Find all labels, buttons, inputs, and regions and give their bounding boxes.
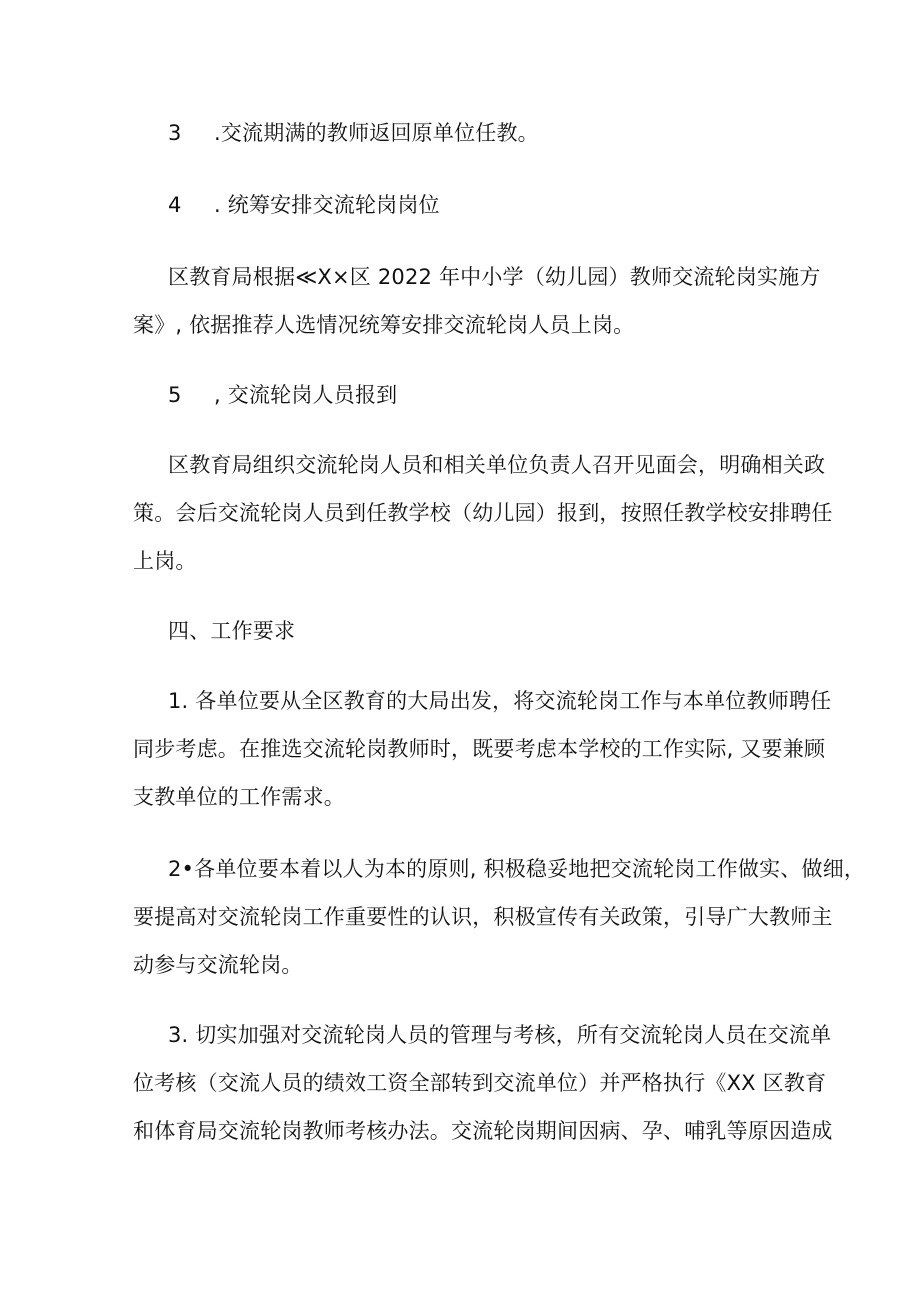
req-3-line-1: 3. 切实加强对交流轮岗人员的管理与考核，所有交流轮岗人员在交流单 (168, 1023, 832, 1047)
para-1-line-1: 区教育局根据≪X×区 2022 年中小学（幼儿园）教师交流轮岗实施方 (168, 265, 821, 289)
req-1-line-3: 支教单位的工作需求。 (133, 785, 345, 809)
item-3-text: .交流期满的教师返回原单位任教。 (214, 121, 539, 145)
item-4-text: . 统筹安排交流轮岗岗位 (214, 193, 440, 217)
req-3-line-3: 和体育局交流轮岗教师考核办法。交流轮岗期间因病、孕、哺乳等原因造成 (133, 1119, 833, 1143)
item-3-number: 3 (168, 121, 182, 145)
para-2-line-2: 策。会后交流轮岗人员到任教学校（幼儿园）报到，按照任教学校安排聘任 (133, 501, 833, 525)
req-1-line-2: 同步考虑。在推选交流轮岗教师时，既要考虑本学校的工作实际, 又要兼顾 (133, 737, 826, 761)
para-2-line-1: 区教育局组织交流轮岗人员和相关单位负责人召开见面会，明确相关政 (168, 453, 826, 477)
req-2-line-2: 要提高对交流轮岗工作重要性的认识，积极宣传有关政策，引导广大教师主 (133, 905, 833, 929)
req-2-line-1: 2•各单位要本着以人为本的原则, 积极稳妥地把交流轮岗工作做实、做细， (168, 857, 866, 881)
req-1-line-1: 1. 各单位要从全区教育的大局出发，将交流轮岗工作与本单位教师聘任 (168, 689, 832, 713)
item-5-text: , 交流轮岗人员报到 (214, 383, 398, 407)
item-4-number: 4 (168, 193, 182, 217)
item-4-line (168, 190, 440, 220)
item-5-number: 5 (168, 383, 182, 407)
section-4-heading: 四、工作要求 (168, 619, 296, 643)
req-3-line-2: 位考核（交流人员的绩效工资全部转到交流单位）并严格执行《XX 区教育 (133, 1071, 827, 1095)
para-1-line-2: 案》, 依据推荐人选情况统筹安排交流轮岗人员上岗。 (133, 313, 635, 337)
item-5-line (168, 380, 397, 410)
para-2-line-3: 上岗。 (133, 549, 197, 573)
item-3-line (168, 118, 539, 148)
req-2-line-3: 动参与交流轮岗。 (133, 953, 303, 977)
